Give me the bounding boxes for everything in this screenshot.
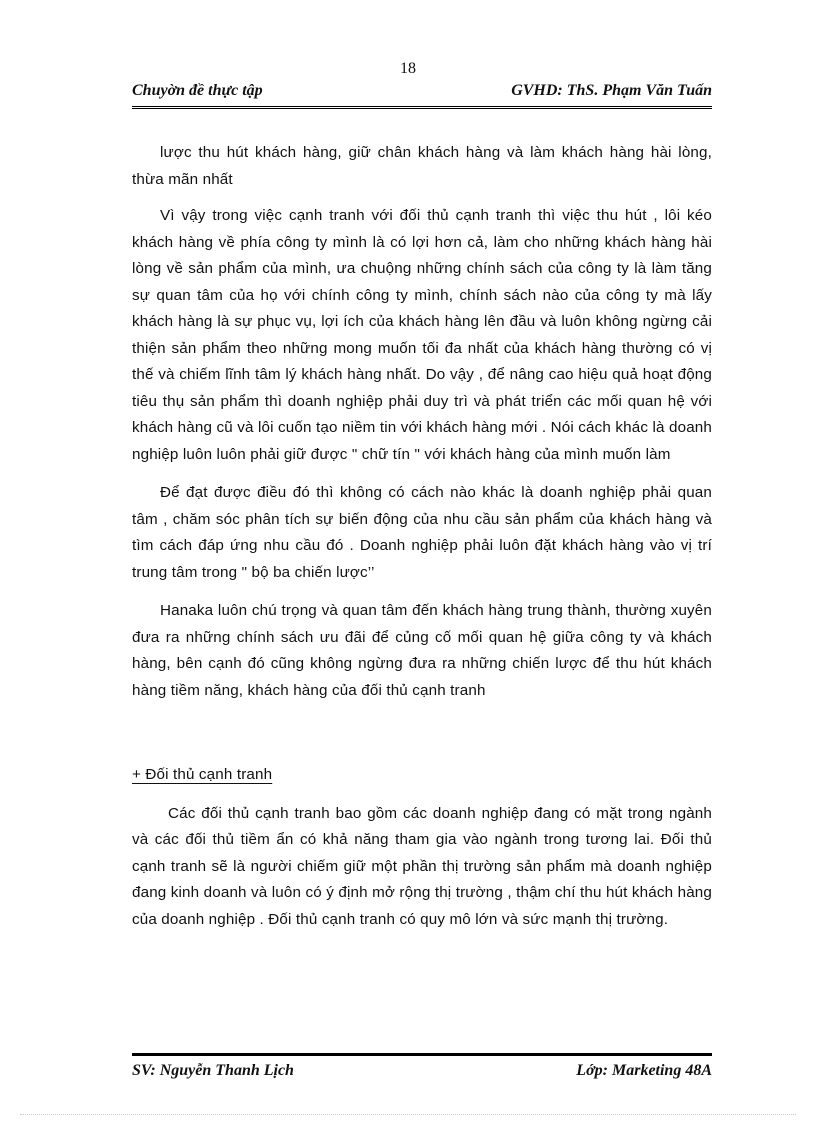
paragraph-hanaka: Hanaka luôn chú trọng và quan tâm đến khách hàng trung thành, thường xuyên đưa ra những chính sách ưu đãi để củng cố mối quan hệ giữa công ty và khách hàng, bên cạnh đó cũng không ngừng đưa ra những chiến lược để thu hút khách hàng tiềm năng, khách hàng của đối thủ cạnh tranh	[132, 602, 712, 699]
paragraph-continuation: lược thu hút khách hàng, giữ chân khách hàng và làm khách hàng hài lòng, thừa mãn nhất	[132, 144, 712, 188]
footer-student: SV: Nguyễn Thanh Lịch	[132, 1062, 294, 1079]
page-footer	[132, 1053, 712, 1086]
section-heading: + Đối thủ cạnh tranh	[132, 766, 273, 783]
paragraph-competition: Vì vậy trong việc cạnh tranh với đối thủ cạnh tranh thì việc thu hút , lôi kéo khách hàng về phía công ty mình là có lợi hơn cả, làm cho những khách hàng hài lòng về sản phẩm của mình, ưa chuộng những chính sách của công ty là làm tăng sự quan tâm của họ với chính công ty mình, chính sách nào của công ty mà lấy khách hàng là sự phục vụ, lợi ích của khách hàng lên đầu và luôn không ngừng cải thiện sản phẩm theo những mong muốn tối đa nhất của khách hàng thường có vị thế và chiếm lĩnh tâm lý khách hàng nhất. Do vậy , để nâng cao hiệu quả hoạt động tiêu thụ sản phẩm thì doanh nghiệp phải duy trì và phát triển các mối quan hệ với khách hàng cũ và lôi cuốn tạo niềm tin với khách hàng mới . Nói cách khác là doanh nghiệp luôn luôn phải giữ được " chữ tín " với khách hàng của mình muốn làm	[132, 207, 712, 463]
footer-class: Lớp: Marketing 48A	[576, 1062, 712, 1079]
section-heading-paragraph	[132, 762, 712, 789]
page-header	[132, 80, 712, 109]
paragraph-customer-care: Để đạt được điều đó thì không có cách nào khác là doanh nghiệp phải quan tâm , chăm sóc phân tích sự biến động của nhu cầu sản phẩm của khách hàng và tìm cách đáp ứng nhu cầu đó . Doanh nghiệp phải luôn đặt khách hàng vào vị trí trung tâm trong " bộ ba chiến lược’’	[132, 484, 712, 581]
page-bottom-border	[20, 1114, 796, 1115]
header-supervisor: GVHD: ThS. Phạm Văn Tuấn	[511, 82, 712, 99]
page-number: 18	[400, 60, 416, 77]
header-document-title: Chuyờn đề thực tập	[132, 82, 263, 99]
page-body	[132, 140, 712, 933]
paragraph-competitors: Các đối thủ cạnh tranh bao gồm các doanh nghiệp đang có mặt trong ngành và các đối thủ tiềm ẩn có khả năng tham gia vào ngành trong tương lai. Đối thủ cạnh tranh sẽ là người chiếm giữ một phần thị trường sản phẩm mà doanh nghiệp đang kinh doanh và luôn có ý định mở rộng thị trường , thậm chí thu hút khách hàng của doanh nghiệp . Đối thủ cạnh tranh có quy mô lớn và sức mạnh thị trường.	[132, 804, 712, 928]
